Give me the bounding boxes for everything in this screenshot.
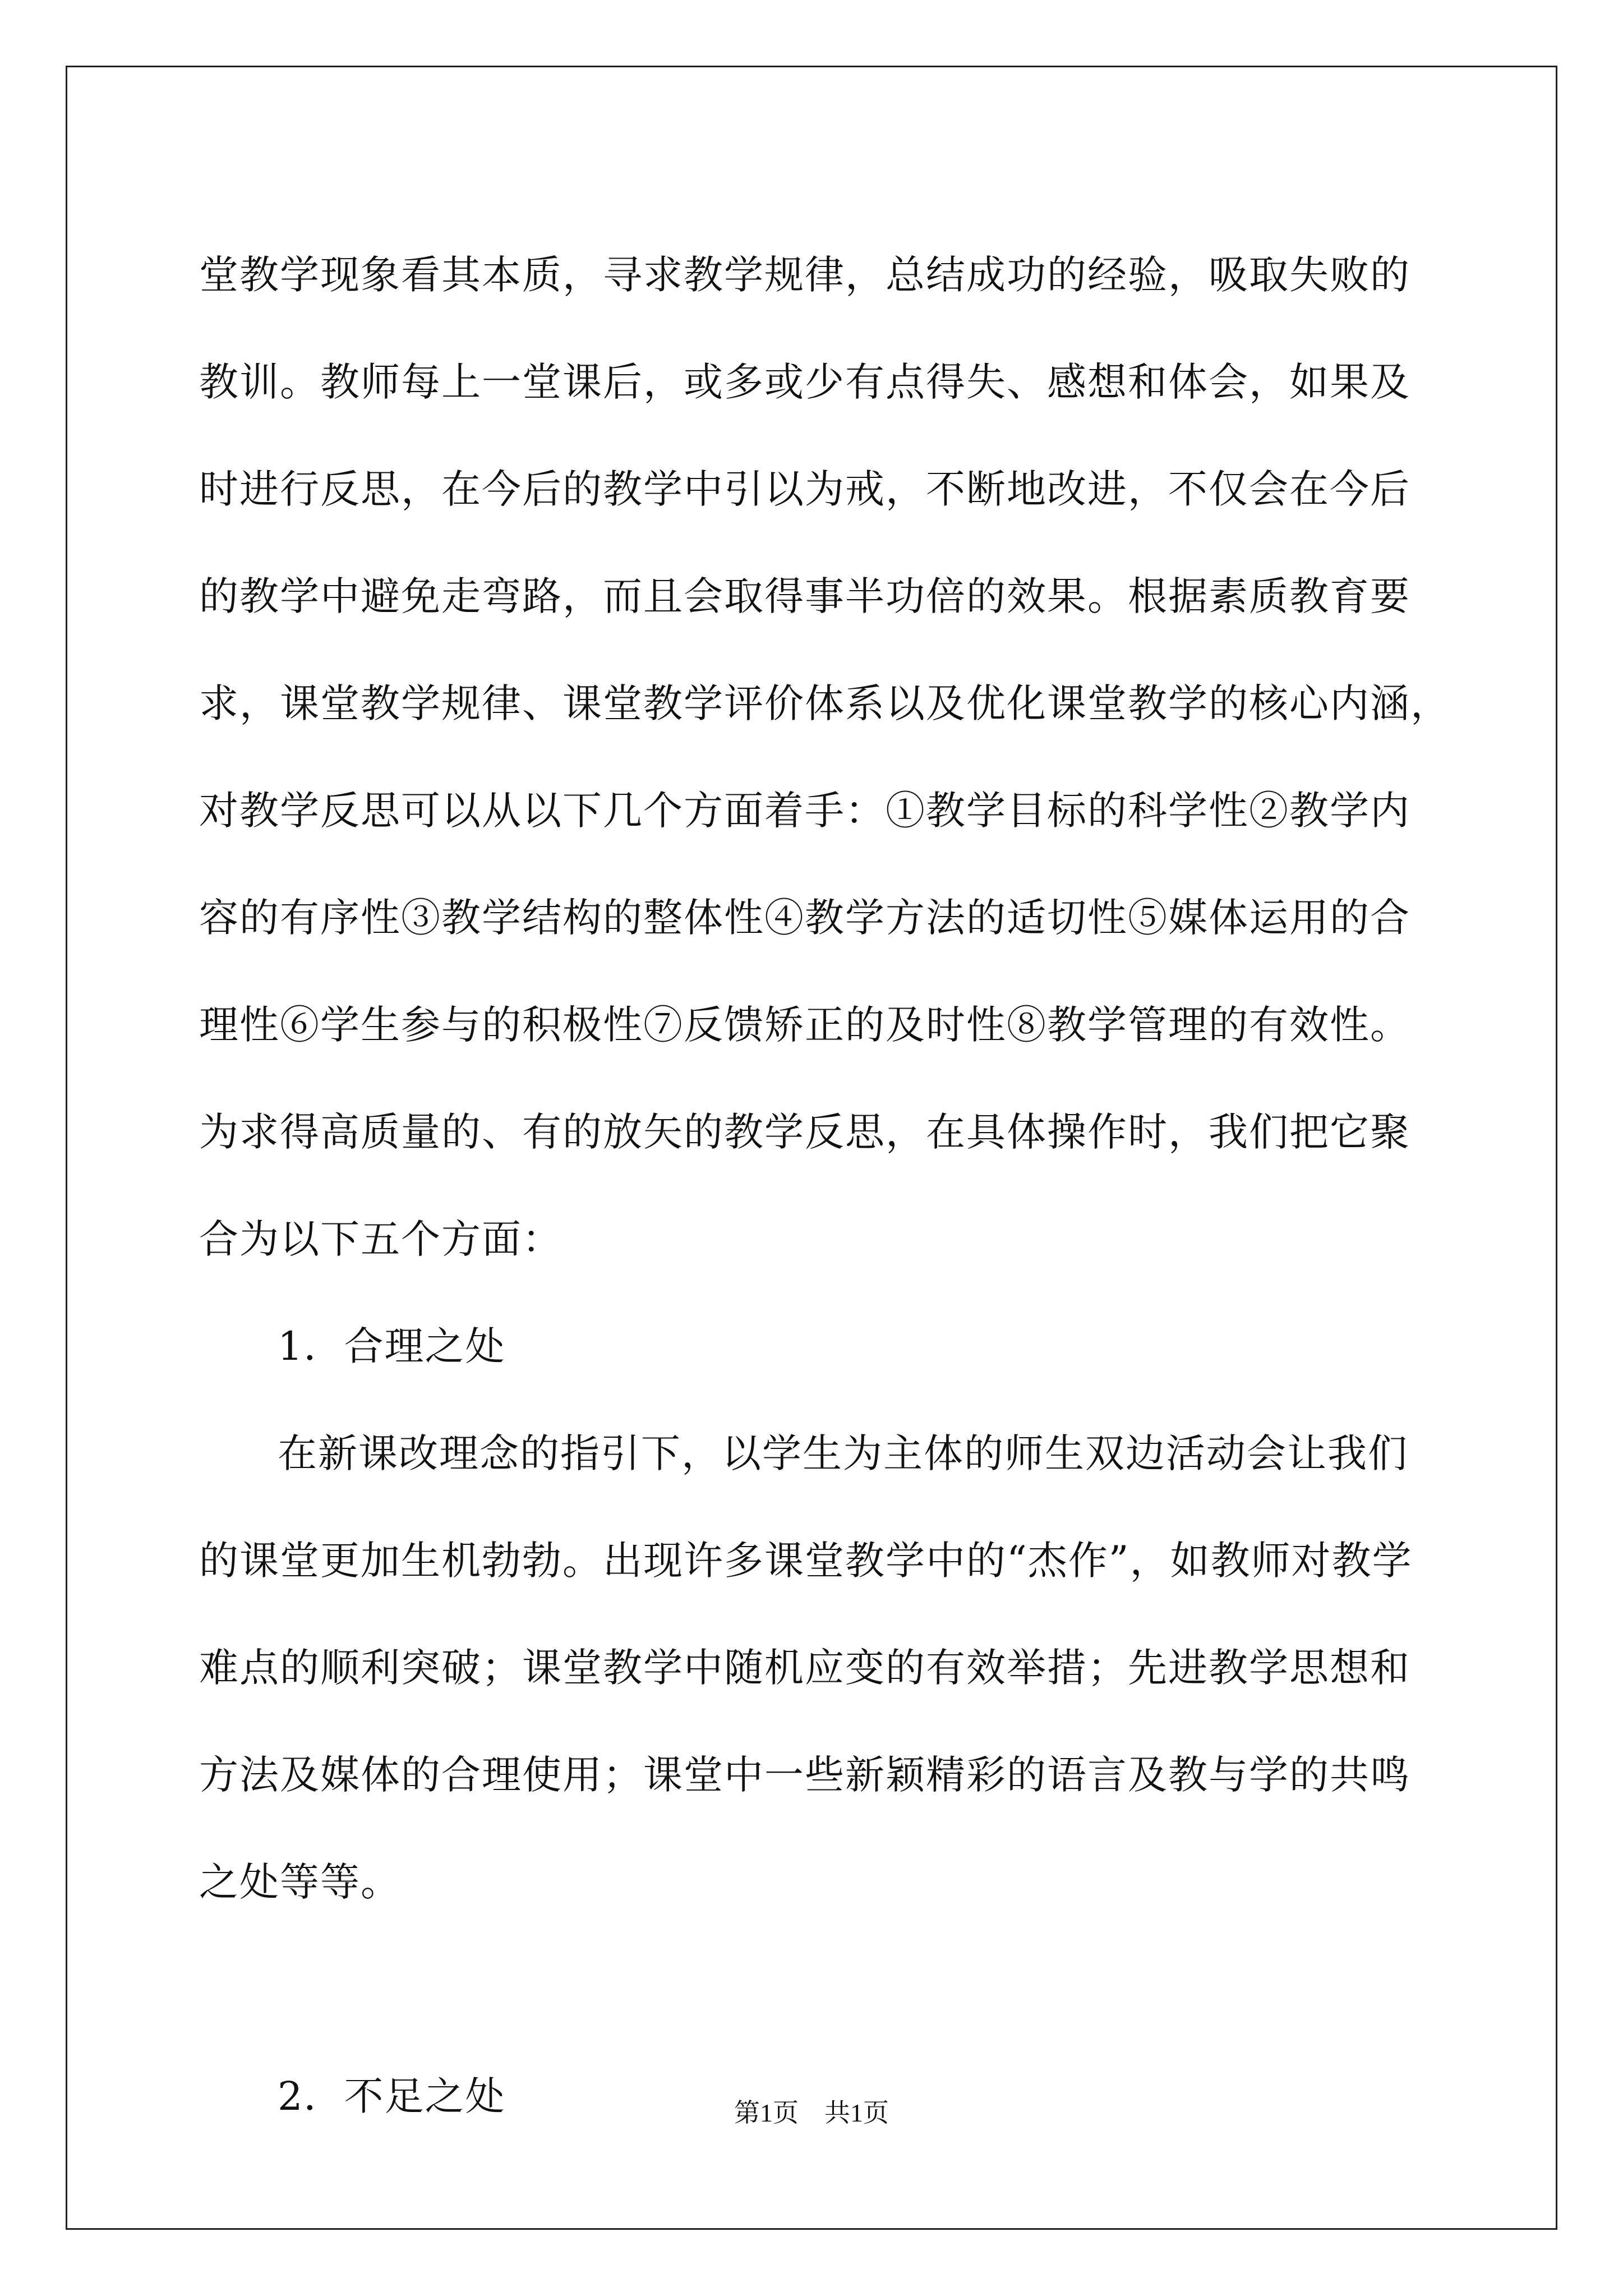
text-line: 时进行反思，在今后的教学中引以为戒，不断地改进，不仅会在今后 [199, 466, 1410, 512]
text-line: 方法及媒体的合理使用；课堂中一些新颖精彩的语言及教与学的共鸣 [199, 1752, 1410, 1798]
text-line: 为求得高质量的、有的放矢的教学反思，在具体操作时，我们把它聚 [199, 1109, 1410, 1155]
paragraph-first-line: 在新课改理念的指引下，以学生为主体的师生双边活动会让我们 [278, 1430, 1408, 1476]
text-line: 对教学反思可以从以下几个方面着手：①教学目标的科学性②教学内 [199, 788, 1410, 834]
text-line: 难点的顺利突破；课堂教学中随机应变的有效举措；先进教学思想和 [199, 1645, 1410, 1691]
text-line: 教训。教师每上一堂课后，或多或少有点得失、感想和体会，如果及 [199, 359, 1410, 405]
text-line: 合为以下五个方面： [199, 1216, 562, 1262]
text-line: 之处等等。 [199, 1859, 401, 1905]
text-line: 的课堂更加生机勃勃。出现许多课堂教学中的“杰作”，如教师对教学 [199, 1538, 1413, 1584]
text-line: 堂教学现象看其本质，寻求教学规律，总结成功的经验，吸取失败的 [199, 252, 1410, 298]
section-heading-2: 2．不足之处 [278, 2073, 506, 2119]
text-line: 容的有序性③教学结构的整体性④教学方法的适切性⑤媒体运用的合 [199, 895, 1410, 941]
page-number-footer: 第1页 共1页 [734, 2099, 889, 2127]
text-line: 求，课堂教学规律、课堂教学评价体系以及优化课堂教学的核心内涵， [199, 680, 1451, 726]
document-body [199, 222, 1451, 2150]
text-line: 的教学中避免走弯路，而且会取得事半功倍的效果。根据素质教育要 [199, 573, 1410, 619]
blank-line [199, 1936, 1424, 2043]
section-heading-1: 1．合理之处 [278, 1323, 506, 1369]
text-line: 理性⑥学生参与的积极性⑦反馈矫正的及时性⑧教学管理的有效性。 [199, 1002, 1410, 1048]
